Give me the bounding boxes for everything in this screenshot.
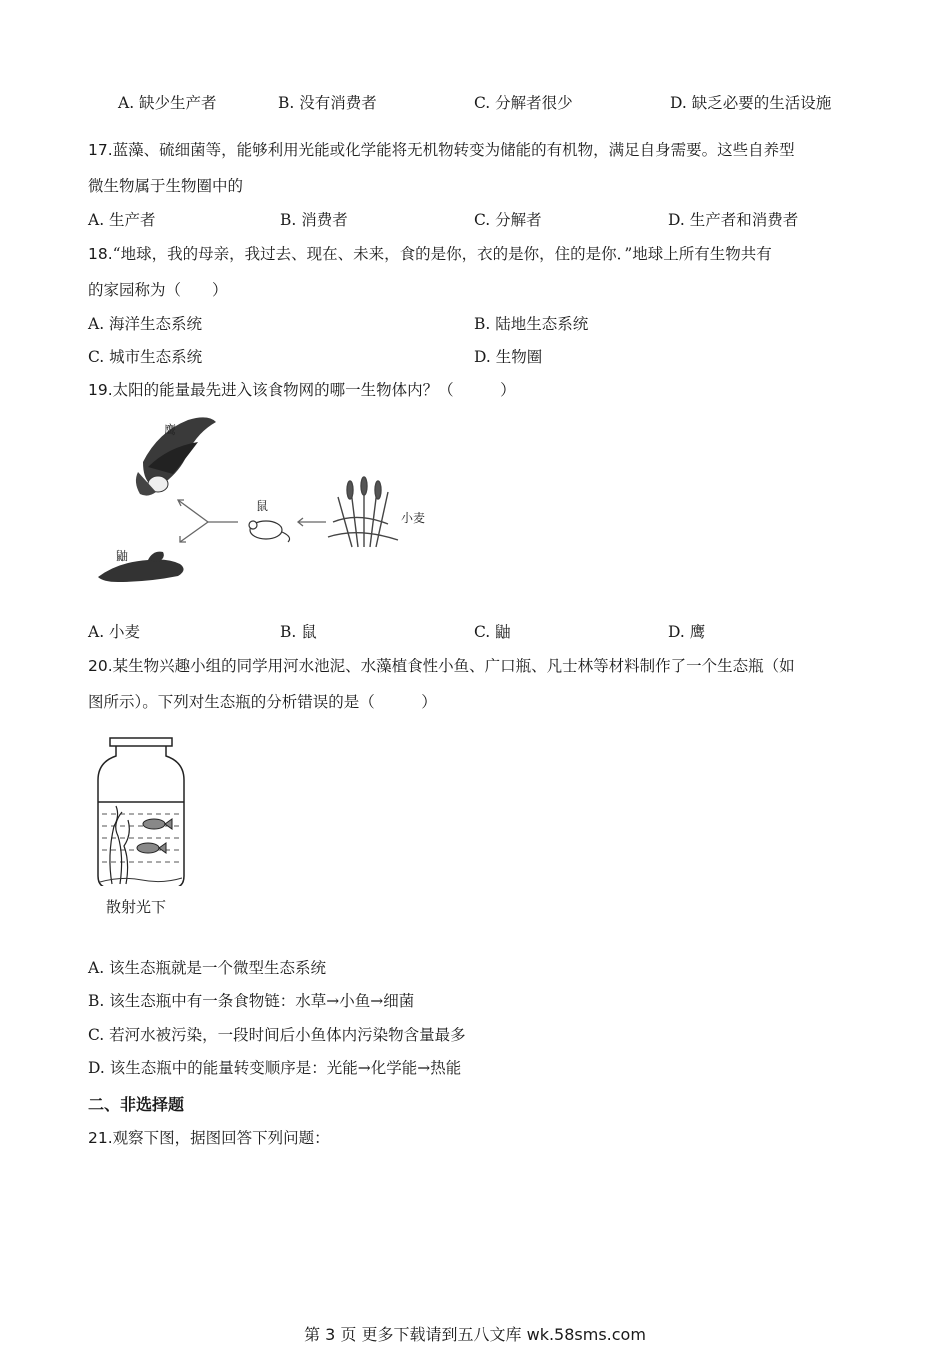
q20-number: 20. <box>88 657 113 675</box>
q19-option-b: B. 鼠 <box>280 623 317 641</box>
q17-option-d: D. 生产者和消费者 <box>668 211 799 229</box>
q18-option-d: D. 生物圈 <box>474 348 543 366</box>
fish-icon <box>137 819 172 853</box>
q18-number: 18. <box>88 245 113 263</box>
q19-option-d: D. 鹰 <box>668 623 706 641</box>
q19-option-a: A. 小麦 <box>88 623 141 641</box>
q18-option-c: C. 城市生态系统 <box>88 348 203 366</box>
q17-option-a: A. 生产者 <box>88 211 156 229</box>
q21-text: 观察下图，据图回答下列问题： <box>112 1129 330 1147</box>
eagle-label: 鹰 <box>164 423 177 437</box>
q18-text: “地球，我的母亲，我过去、现在、未来，食的是你，衣的是你，住的是你．”地球上所有生物共有 <box>112 245 772 263</box>
q16-option-a: A. 缺少生产者 <box>118 94 217 112</box>
wheat-icon <box>328 477 398 547</box>
food-web-figure <box>88 412 448 592</box>
q17-line1 <box>88 140 795 160</box>
q18-option-b: B. 陆地生态系统 <box>474 315 589 333</box>
q17-line2: 微生物属于生物圈中的 <box>88 177 244 195</box>
weasel-icon <box>98 552 184 582</box>
page-footer: 第 3 页 更多下载请到五八文库 wk.58sms.com <box>304 1325 646 1344</box>
q20-option-c: C. 若河水被污染，一段时间后小鱼体内污染物含量最多 <box>88 1026 466 1044</box>
mouse-icon <box>249 521 290 542</box>
q18-line1 <box>88 244 772 264</box>
weasel-label: 鼬 <box>116 549 129 563</box>
q19-text: 太阳的能量最先进入该食物网的哪一生物体内？（ ） <box>112 381 516 399</box>
q17-option-c: C. 分解者 <box>474 211 542 229</box>
mouse-label: 鼠 <box>256 499 269 513</box>
q17-number: 17. <box>88 141 113 159</box>
wheat-label: 小麦 <box>401 511 426 525</box>
mud-icon <box>100 878 182 882</box>
q16-option-b: B. 没有消费者 <box>278 94 377 112</box>
ecobottle-caption: 散射光下 <box>106 898 167 916</box>
q16-option-d: D. 缺乏必要的生活设施 <box>670 94 832 112</box>
q19-option-c: C. 鼬 <box>474 623 511 641</box>
q21-number: 21. <box>88 1129 113 1147</box>
water-plant-icon <box>110 806 129 884</box>
section-heading: 二、非选择题 <box>88 1095 185 1114</box>
q20-option-d: D. 该生态瓶中的能量转变顺序是：光能→化学能→热能 <box>88 1059 462 1077</box>
q16-option-c: C. 分解者很少 <box>474 94 573 112</box>
q20-option-b: B. 该生态瓶中有一条食物链：水草→小鱼→细菌 <box>88 992 415 1010</box>
q21-line1 <box>88 1128 330 1148</box>
q19-line1 <box>88 380 516 400</box>
q18-line2: 的家园称为（ ） <box>88 281 228 299</box>
q20-line2: 图所示）。下列对生态瓶的分析错误的是（ ） <box>88 693 437 711</box>
jar-icon <box>98 738 184 886</box>
q19-number: 19. <box>88 381 113 399</box>
q20-line1 <box>88 656 795 676</box>
q20-option-a: A. 该生态瓶就是一个微型生态系统 <box>88 959 327 977</box>
q17-option-b: B. 消费者 <box>280 211 348 229</box>
q20-text: 某生物兴趣小组的同学用河水池泥、水藻植食性小鱼、广口瓶、凡士林等材料制作了一个生态瓶（如 <box>112 657 795 675</box>
q18-option-a: A. 海洋生态系统 <box>88 315 203 333</box>
ecobottle-figure <box>92 736 192 886</box>
q17-text: 蓝藻、硫细菌等，能够利用光能或化学能将无机物转变为储能的有机物，满足自身需要。这些自养型 <box>112 141 795 159</box>
